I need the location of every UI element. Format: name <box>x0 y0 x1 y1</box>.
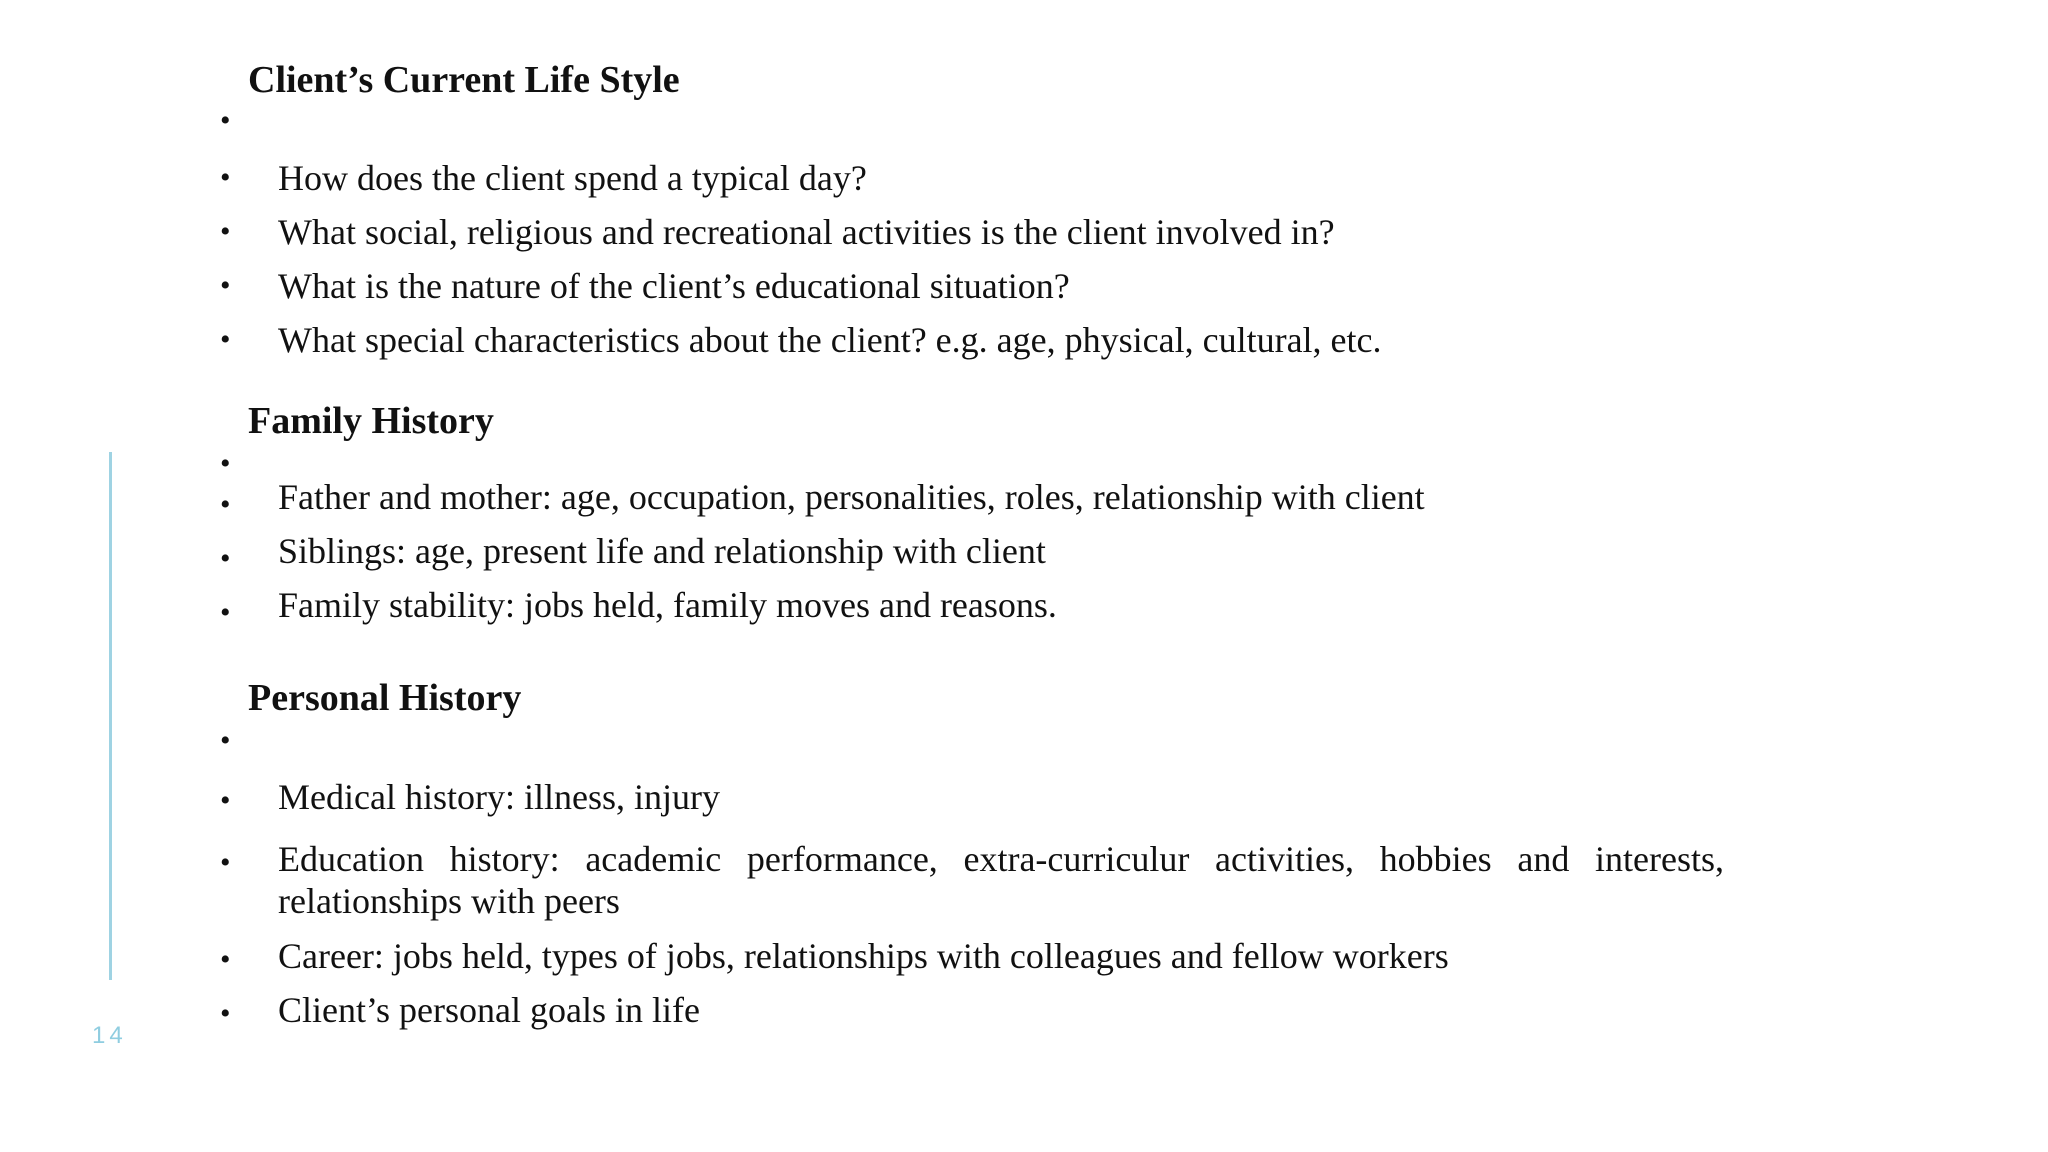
list-item: How does the client spend a typical day? <box>278 158 867 198</box>
list-item: What is the nature of the client’s educational situation? <box>278 266 1070 306</box>
list-item: Siblings: age, present life and relationship with client <box>278 531 1046 571</box>
bullet-icon: • <box>220 447 231 480</box>
section-heading-family-history: Family History <box>248 400 494 442</box>
page-number: 14 <box>92 1022 127 1049</box>
bullet-icon: • <box>220 997 231 1030</box>
list-item: Career: jobs held, types of jobs, relationships with colleagues and fellow workers <box>278 936 1449 976</box>
list-item: Education history: academic performance, extra-curriculur activities, hobbies and interests, relationships with peers <box>278 839 1724 921</box>
bullet-icon: • <box>220 269 231 302</box>
section-heading-personal-history: Personal History <box>248 677 522 719</box>
list-item: Client’s personal goals in life <box>278 990 700 1030</box>
bullet-icon: • <box>220 104 231 137</box>
list-item: Family stability: jobs held, family moves and reasons. <box>278 585 1057 625</box>
bullet-icon: • <box>220 724 231 757</box>
list-item: What social, religious and recreational activities is the client involved in? <box>278 212 1335 252</box>
list-item: What special characteristics about the client? e.g. age, physical, cultural, etc. <box>278 320 1382 360</box>
bullet-icon: • <box>220 943 231 976</box>
bullet-icon: • <box>220 784 231 817</box>
list-item: Father and mother: age, occupation, personalities, roles, relationship with client <box>278 477 1425 517</box>
bullet-icon: • <box>220 596 231 629</box>
bullet-icon: • <box>220 323 231 356</box>
bullet-icon: • <box>220 846 231 879</box>
section-heading-current-lifestyle: Client’s Current Life Style <box>248 59 680 101</box>
bullet-icon: • <box>220 488 231 521</box>
accent-vertical-line <box>109 452 112 980</box>
bullet-icon: • <box>220 542 231 575</box>
list-item: Medical history: illness, injury <box>278 777 720 817</box>
bullet-icon: • <box>220 215 231 248</box>
bullet-icon: • <box>220 161 231 194</box>
